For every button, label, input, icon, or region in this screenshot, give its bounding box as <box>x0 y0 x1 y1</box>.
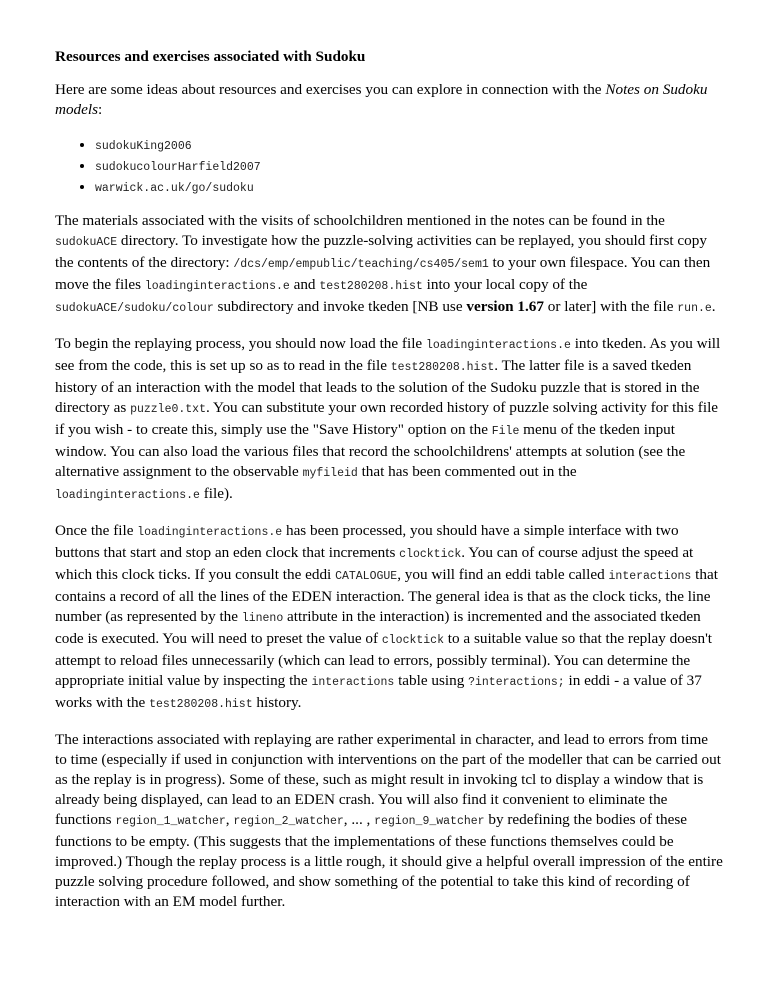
code-menu: File <box>491 425 520 438</box>
document-body <box>55 47 723 927</box>
code-filename: loadinginteractions.e <box>144 280 290 293</box>
intro-paragraph: Here are some ideas about resources and exercises you can explore in connection with the Notes on Sudoku models: <box>55 81 708 118</box>
paragraph-notes: The interactions associated with replaying are rather experimental in character, and lead to errors from time to time (especially if used in conjunction with interventions on the part of the modeller that can be carried out as the replay is in progress). Some of these, such as might result in invoking tcl to display a window that is already being displayed, can lead to an EDEN crash. You will also find it convenient to eliminate the functions region_1_watcher, region_2_watcher, ... , region_9_watcher by redefining the bodies of these functions to be empty. (This suggests that the implementations of these functions themselves could be improved.) Though the replay process is a little rough, it should give a helpful overall impression of the entire puzzle solving procedure followed, and show something of the potential to take this kind of recording of interaction with an EM model further. <box>55 731 723 910</box>
code-observable: CATALOGUE <box>335 570 398 583</box>
paragraph-interface: Once the file loadinginteractions.e has been processed, you should have a simple interface with two buttons that start and stop an eden clock that increments clocktick. You can of course adjust the speed at which this clock ticks. If you consult the eddi CATALOGUE, you will find an eddi table called interactions that contains a record of all the lines of the EDEN interaction. The general idea is that as the clock ticks, the line number (as represented by the lineno attribute in the interaction) is incremented and the associated tkeden code is executed. You will need to preset the value of clocktick to a suitable value so that the replay doesn't attempt to reload files unnecessarily (which can lead to errors, possibly terminal). You can determine the appropriate initial value by inspecting the interactions table using ?interactions; in eddi - a value of 37 works with the test280208.hist history. <box>55 522 718 711</box>
list-item[interactable] <box>95 177 723 198</box>
resource-list <box>55 135 723 198</box>
resource-link[interactable]: sudokuKing2006 <box>95 140 192 153</box>
code-observable: interactions <box>608 570 692 583</box>
list-item[interactable] <box>95 156 723 177</box>
code-filename: run.e <box>677 302 712 315</box>
paragraph-replaying: To begin the replaying process, you should now load the file loadinginteractions.e into tkeden. As you will see from the code, this is set up so as to read in the file test280208.hist. The latter file is a saved tkeden history of an interaction with the model that leads to the solution of the Sudoku puzzle that is stored in the directory as puzzle0.txt. You can substitute your own recorded history of puzzle solving activity for this file if you wish - to create this, simply use the "Save History" option on the File menu of the tkeden input window. You can also load the various files that record the schoolchildrens' attempts at solution (see the alternative assignment to the observable myfileid that has been commented out in the loadinginteractions.e file). <box>55 335 721 502</box>
paragraph-materials: The materials associated with the visits of schoolchildren mentioned in the notes can be found in the sudokuACE directory. To investigate how the puzzle-solving activities can be replayed, you should first copy the contents of the directory: /dcs/emp/empublic/teaching/cs405/sem1 to your own filespace. You can then move the files loadinginteractions.e and test280208.hist into your local copy of the sudokuACE/sudoku/colour subdirectory and invoke tkeden [NB use version 1.67 or later] with the file run.e. <box>55 212 716 315</box>
code-filename: test280208.hist <box>149 698 253 711</box>
code-filename: puzzle0.txt <box>130 403 206 416</box>
notes-reference: Notes on Sudoku models <box>55 81 708 118</box>
code-function: region_9_watcher <box>374 815 485 828</box>
code-path: sudokuACE/sudoku/colour <box>55 302 214 315</box>
resource-link[interactable]: sudokucolourHarfield2007 <box>95 161 261 174</box>
code-filename: test280208.hist <box>390 361 495 374</box>
code-function: region_2_watcher <box>233 815 344 828</box>
code-observable: interactions <box>311 676 395 689</box>
code-command: ?interactions; <box>468 676 565 689</box>
code-observable: lineno <box>241 612 284 625</box>
code-filename: loadinginteractions.e <box>137 526 283 539</box>
code-observable: clocktick <box>381 634 444 647</box>
version-note: version 1.67 <box>466 298 544 315</box>
code-path: sudokuACE <box>55 236 118 249</box>
resource-link[interactable]: warwick.ac.uk/go/sudoku <box>95 182 254 195</box>
code-filename: loadinginteractions.e <box>425 339 571 352</box>
code-filename: loadinginteractions.e <box>55 489 200 502</box>
page-title: Resources and exercises associated with Sudoku <box>55 48 366 65</box>
code-observable: clocktick <box>399 548 462 561</box>
code-observable: myfileid <box>302 467 358 480</box>
code-path: /dcs/emp/empublic/teaching/cs405/sem1 <box>233 258 489 271</box>
code-function: region_1_watcher <box>115 815 226 828</box>
list-item[interactable] <box>95 135 723 156</box>
code-filename: test280208.hist <box>319 280 423 293</box>
